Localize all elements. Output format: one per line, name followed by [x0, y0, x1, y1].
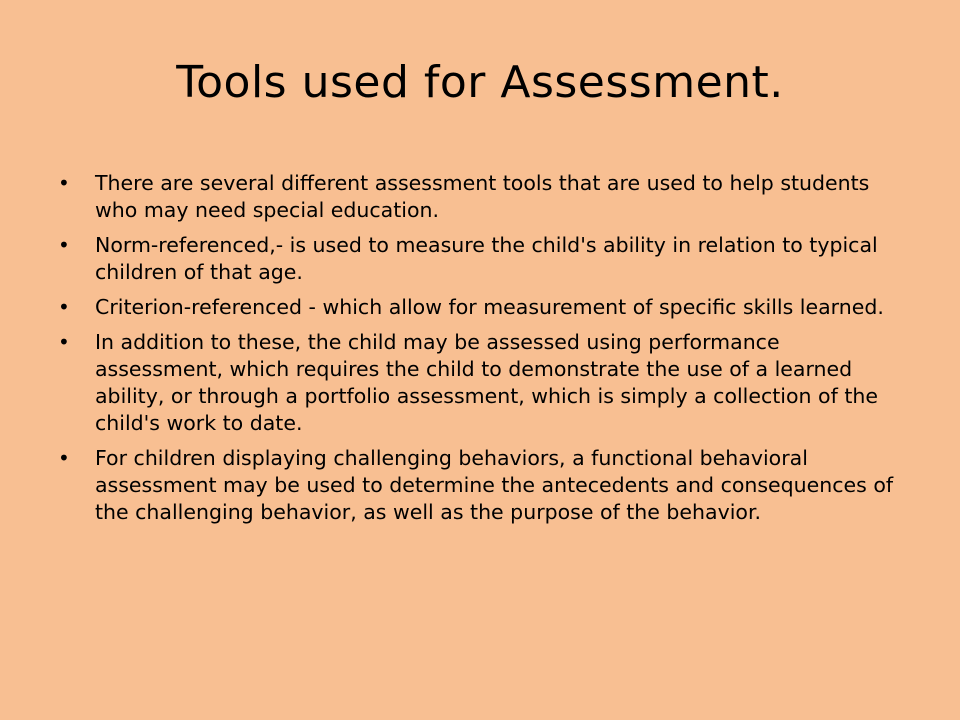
bullet-icon: • — [58, 446, 70, 470]
bullet-text: For children displaying challenging behaviors, a functional behavioral assessment may be used to determine the antecedents and consequences of the challenging behavior, as well as the purpose of the behavior. — [95, 446, 894, 524]
bullet-item-norm-referenced — [58, 232, 908, 286]
bullet-text: Criterion-referenced - which allow for measurement of specific skills learned. — [95, 295, 884, 319]
bullet-item-criterion-referenced — [58, 294, 908, 321]
bullet-text: Norm-referenced,- is used to measure the child's ability in relation to typical children of that age. — [95, 233, 878, 284]
bullet-icon: • — [58, 330, 70, 354]
bullet-icon: • — [58, 233, 70, 257]
bullet-icon: • — [58, 295, 70, 319]
bullet-icon: • — [58, 171, 70, 195]
slide-title: Tools used for Assessment. — [176, 57, 784, 108]
bullet-item-tools-overview — [58, 170, 908, 224]
bullet-text: There are several different assessment tools that are used to help students who may need special education. — [95, 171, 870, 222]
bullet-item-functional-behavioral — [58, 445, 908, 526]
bullet-list — [58, 170, 908, 534]
bullet-text: In addition to these, the child may be assessed using performance assessment, which requires the child to demonstrate the use of a learned ability, or through a portfolio assessment, which is simply a collection of the child's work to date. — [95, 330, 878, 435]
bullet-item-performance-portfolio — [58, 329, 908, 437]
